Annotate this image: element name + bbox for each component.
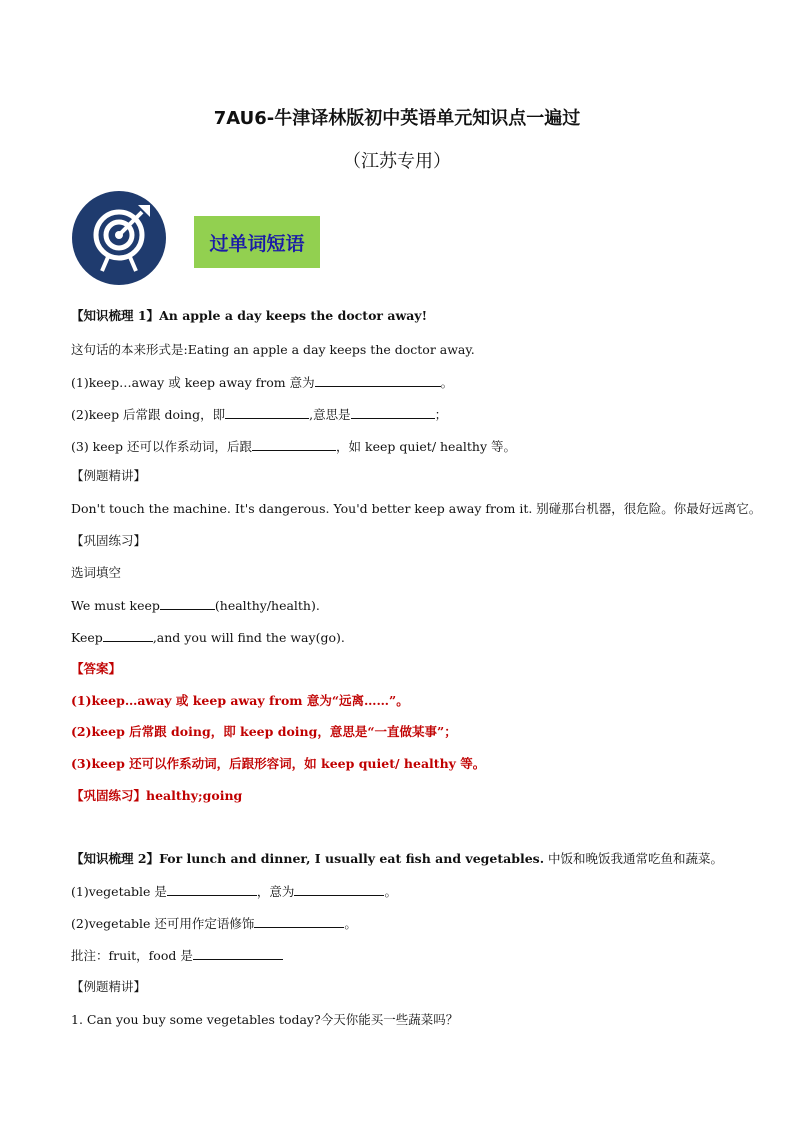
s2q1-mid: ，意为: [256, 884, 295, 899]
q3-text: (3) keep 还可以作系动词，后跟: [71, 439, 253, 454]
q1-text: (1)keep…away 或 keep away from 意为: [71, 375, 315, 390]
fill-blank: [160, 596, 215, 610]
fill-blank: [252, 437, 336, 451]
fill-blank: [167, 882, 257, 896]
fill-blank: [351, 405, 435, 419]
target-arrow-icon: [72, 191, 166, 285]
section1-heading: [71, 307, 427, 325]
note-text: 批注：fruit，food 是: [71, 948, 193, 963]
q2-mid: ,意思是: [309, 407, 351, 422]
p1-end: (healthy/health).: [214, 598, 320, 613]
q2-end: ；: [434, 407, 448, 422]
practice-tag: 【巩固练习】: [71, 533, 147, 548]
section1-intro: 这句话的本来形式是:Eating an apple a day keeps the doctor away.: [71, 342, 475, 357]
fill-blank: [254, 914, 344, 928]
page-subtitle: （江苏专用）: [343, 151, 451, 172]
section2-note: [71, 946, 283, 965]
section2-q2: [71, 914, 357, 933]
s2q2-text: (2)vegetable 还可用作定语修饰: [71, 916, 255, 931]
answer-1: (1)keep…away 或 keep away from 意为“远离……”。: [71, 693, 409, 708]
fill-blank: [193, 946, 283, 960]
section2-q1: [71, 882, 397, 901]
answer-3: (3)keep 还可以作系动词，后跟形容词，如 keep quiet/ healthy 等。: [71, 756, 486, 771]
section2-translation: 中饭和晚饭我通常吃鱼和蔬菜。: [544, 851, 724, 866]
fill-blank: [225, 405, 309, 419]
example-sentence: Don't touch the machine. It's dangerous. You'd better keep away from it. 别碰那台机器，很危险。你最好远离它。: [71, 501, 762, 516]
section2-example-tag: 【例题精讲】: [71, 979, 147, 994]
p1-text: We must keep: [71, 598, 160, 613]
q3-end: ，如 keep quiet/ healthy 等。: [336, 439, 517, 454]
page-title: 7AU6-牛津译林版初中英语单元知识点一遍过: [213, 108, 581, 129]
section2-heading: [71, 850, 723, 868]
section2-example: 1. Can you buy some vegetables today?今天你能买一些蔬菜吗？: [71, 1012, 459, 1027]
example-tag: 【例题精讲】: [71, 468, 147, 483]
practice-item-1: [71, 596, 320, 615]
s2q1-end: 。: [384, 884, 397, 899]
section2-tag: 【知识梳理 2】: [71, 851, 160, 866]
s2q1-text: (1)vegetable 是: [71, 884, 167, 899]
practice-item-2: [71, 628, 345, 647]
fill-blank: [103, 628, 153, 642]
answer-2: (2)keep 后常跟 doing，即 keep doing，意思是“一直做某事”；: [71, 724, 457, 739]
p2-text: Keep: [71, 630, 103, 645]
answer-tag: 【答案】: [71, 661, 122, 676]
vocabulary-badge: 过单词短语: [194, 216, 320, 268]
fill-blank: [294, 882, 384, 896]
fill-blank: [315, 373, 441, 387]
section1-q3: [71, 437, 516, 456]
p2-end: ,and you will find the way(go).: [152, 630, 345, 645]
s2q2-end: 。: [344, 916, 357, 931]
section1-q2: [71, 405, 447, 424]
section1-tag: 【知识梳理 1】: [71, 308, 160, 323]
q1-end: 。: [440, 375, 454, 390]
section1-q1: [71, 373, 453, 392]
practice-title: 选词填空: [71, 565, 122, 580]
q2-text: (2)keep 后常跟 doing，即: [71, 407, 226, 422]
section1-sentence: An apple a day keeps the doctor away!: [159, 308, 428, 323]
answer-4: 【巩固练习】healthy;going: [71, 788, 243, 803]
section2-sentence: For lunch and dinner, I usually eat fish and vegetables.: [159, 851, 545, 866]
